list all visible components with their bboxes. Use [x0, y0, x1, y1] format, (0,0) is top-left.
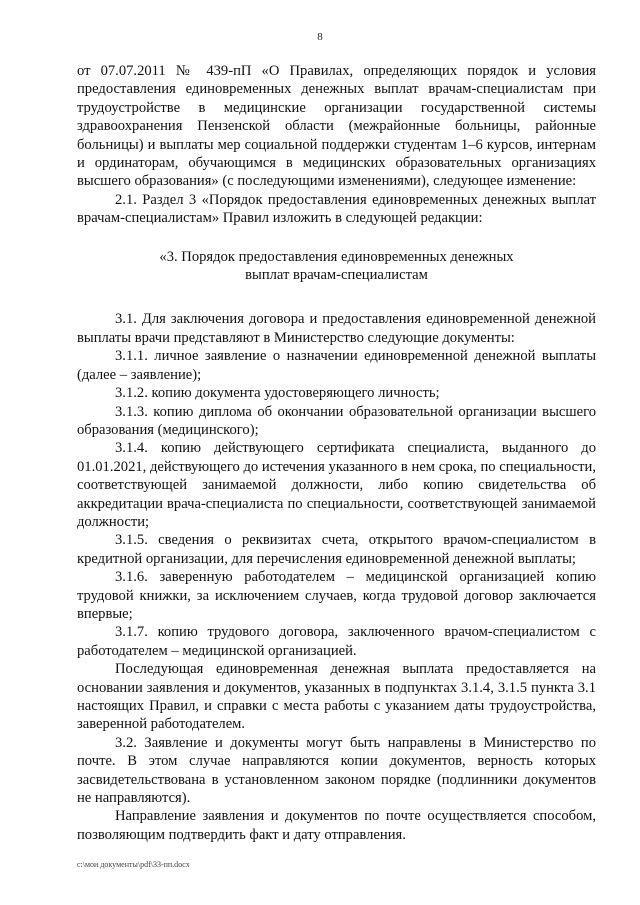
paragraph-subsequent-payment: Последующая единовременная денежная выплата предоставляется на основании заявления и документов, указанных в подпунктах 3.1.4, 3.1.5 пункта 3.1 настоящих Правил, и справки с места работы с указанием даты трудоустройства, заверенной работодателем.: [77, 661, 596, 733]
section-title-line-1: «3. Порядок предоставления единовременных денежных: [159, 248, 514, 265]
paragraph-3-1-6: 3.1.6. заверенную работодателем – медицинской организацией копию трудовой книжки, за исключением случаев, когда трудовой договор заключается впервые;: [77, 569, 596, 622]
paragraph-3-1-3: 3.1.3. копию диплома об окончании образовательной организации высшего образования (медицинского);: [77, 403, 596, 438]
intro-paragraph: от 07.07.2011 № 439-пП «О Правилах, определяющих порядок и условия предоставления единовременных денежных выплат врачам-специалистам при трудоустройстве в медицинские организации государственной системы здравоохранения Пензенской области (межрайонные больницы, районные больницы) и выплаты мер социальной поддержки студентам 1–6 курсов, интернам и ординаторам, обучающимся в медицинских образовательных организациях высшего образования» (с последующими изменениями), следующее изменение:: [77, 63, 596, 190]
paragraph-3-1-5: 3.1.5. сведения о реквизитах счета, открытого врачом-специалистом в кредитной организации, для перечисления единовременной денежной выплаты;: [77, 532, 596, 567]
paragraph-3-2: 3.2. Заявление и документы могут быть направлены в Министерство по почте. В этом случае направляются копии документов, верность которых засвидетельствована в установленном законом порядке (подлинники документов не направляются).: [77, 734, 596, 807]
footer-file-path: c:\мои документы\pdf\33-пп.docx: [77, 860, 190, 869]
paragraph-3-1-4: 3.1.4. копию действующего сертификата специалиста, выданного до 01.01.2021, действующего до истечения указанного в нем срока, по специальности, соответствующей занимаемой должности, либо копию свидетельства об аккредитации врача-специалиста по специальности, соответствующей занимаемой должности;: [77, 440, 596, 530]
section-title: [77, 248, 596, 285]
paragraph-2-1: 2.1. Раздел 3 «Порядок предоставления единовременных денежных выплат врачам-специалистам» Правил изложить в следующей редакции:: [77, 191, 596, 227]
paragraph-3-1-1: 3.1.1. личное заявление о назначении единовременной денежной выплаты (далее – заявление);: [77, 348, 596, 383]
paragraph-mail: Направление заявления и документов по почте осуществляется способом, позволяющим подтвердить факт и дату отправления.: [77, 808, 596, 843]
paragraph-3-1-2: 3.1.2. копию документа удостоверяющего личность;: [115, 385, 440, 402]
section-title-line-2: выплат врачам-специалистам: [245, 267, 428, 284]
document-body: [77, 62, 596, 844]
paragraph-3-1: 3.1. Для заключения договора и предоставления единовременной денежной выплаты врачи представляют в Министерство следующие документы:: [77, 311, 596, 346]
page-number: 8: [317, 31, 323, 43]
paragraph-3-1-7: 3.1.7. копию трудового договора, заключенного врачом-специалистом с работодателем – медицинской организацией.: [77, 624, 596, 659]
